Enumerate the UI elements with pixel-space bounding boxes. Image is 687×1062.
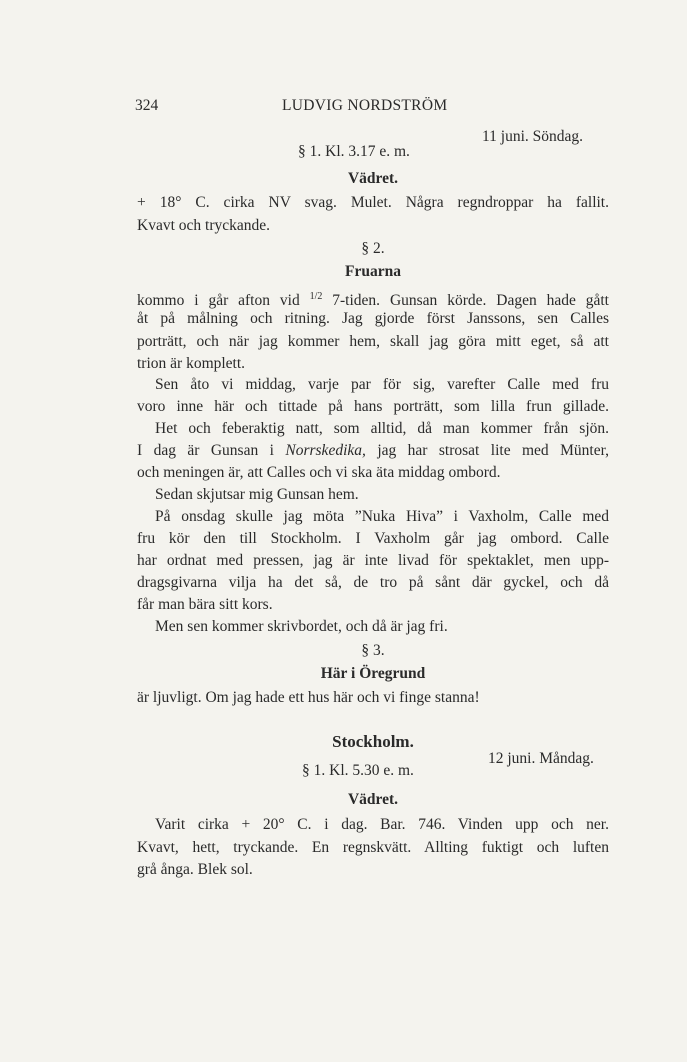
entry1-weather-heading: Vädret. [347, 170, 399, 187]
entry1-section: § 1. Kl. 3.17 e. m. [298, 143, 410, 160]
paragraph-line: dragsgivarna vilja ha det så, de tro på sånt där gyckel, och då [137, 574, 609, 591]
entry2-weather-line: Kvavt, hett, tryckande. En regnskvätt. Allting fuktigt och luften [137, 839, 609, 856]
entry1-weather-line: + 18° C. cirka NV svag. Mulet. Några regndroppar ha fallit. [137, 194, 609, 211]
paragraph-line: På onsdag skulle jag möta ”Nuka Hiva” i Vaxholm, Calle med [155, 508, 609, 525]
paragraph-line: Sedan skjutsar mig Gunsan hem. [155, 486, 359, 503]
text-run: I dag är Gunsan i [137, 442, 286, 459]
section2-heading: Fruarna [345, 263, 401, 280]
page-number: 324 [135, 97, 159, 114]
text-run: jag har strosat lite med Münter, [365, 442, 609, 459]
paragraph-line: Men sen kommer skrivbordet, och då är jag fri. [155, 618, 448, 635]
section3-heading: Här i Öregrund [320, 665, 426, 682]
paragraph-line: voro inne här och tittade på hans porträtt, som lilla frun gillade. [137, 398, 609, 415]
fraction: 1/2 [309, 291, 323, 302]
paragraph-line [137, 441, 609, 461]
entry1-weather-line: Kvavt och tryckande. [137, 217, 270, 234]
entry1-date: 11 juni. Söndag. [482, 128, 584, 145]
place-name: Norrskedika, [285, 442, 366, 459]
paragraph-line: Het och feberaktig natt, som alltid, då man kommer från sjön. [155, 420, 609, 437]
text-run: 7-tiden. Gunsan körde. Dagen hade gått [322, 292, 609, 310]
section2-line: trion är komplett. [137, 355, 246, 372]
section2-line: åt på målning och ritning. Jag gjorde först Janssons, sen Calles [137, 310, 609, 327]
entry2-weather-line: grå ånga. Blek sol. [137, 861, 253, 878]
section3-line: är ljuvligt. Om jag hade ett hus här och vi finge stanna! [137, 689, 480, 706]
paragraph-line: och meningen är, att Calles och vi ska äta middag ombord. [137, 464, 501, 481]
paragraph-line: Sen åto vi middag, varje par för sig, varefter Calle med fru [155, 376, 609, 393]
paragraph-line: har ordnat med pressen, jag är inte livad för spektaklet, men upp- [137, 552, 609, 569]
section3-marker: § 3. [361, 642, 385, 659]
entry2-weather-line: Varit cirka + 20° C. i dag. Bar. 746. Vinden upp och ner. [155, 816, 609, 833]
paragraph-line: får man bära sitt kors. [137, 596, 273, 613]
paragraph-line: fru kör den till Stockholm. I Vaxholm går jag ombord. Calle [137, 530, 609, 547]
entry2-section: § 1. Kl. 5.30 e. m. [302, 762, 414, 779]
text-run: kommo i går afton vid [137, 292, 310, 310]
section2-marker: § 2. [361, 240, 385, 257]
section2-line [137, 287, 609, 311]
entry2-date: 12 juni. Måndag. [488, 750, 594, 767]
entry2-weather-heading: Vädret. [347, 791, 399, 808]
section2-line: porträtt, och när jag kommer hem, skall jag göra mitt eget, så att [137, 333, 609, 350]
entry2-place-heading: Stockholm. [332, 732, 414, 751]
running-title: LUDVIG NORDSTRÖM [282, 97, 448, 114]
